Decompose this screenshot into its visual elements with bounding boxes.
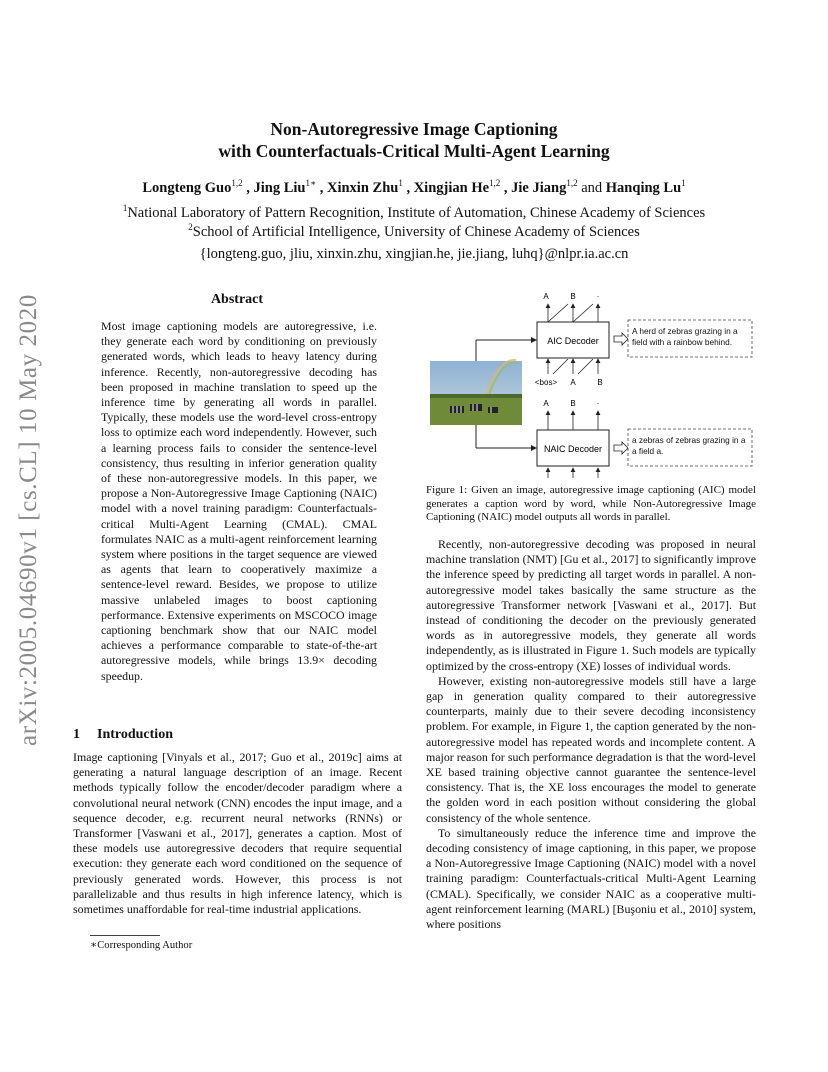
aic-decoder-label: AIC Decoder: [547, 336, 599, 346]
output-arrow-icon: [614, 333, 628, 345]
aic-out-token: B: [570, 292, 576, 301]
affiliation-1: $^1$National Laboratory of Pattern Recognition, Institute of Automation, Chinese Academy of Sciences: [122, 203, 706, 221]
aic-caption-output: A herd of zebras grazing in a field with a rainbow behind.: [632, 326, 738, 347]
intro-paragraph: Image captioning [Vinyals et al., 2017; Guo et al., 2019c] aims at generating a natural language description of an image. Recent methods typically follow the encoder/decoder paradigm where a convolutional neural network (CNN) encodes the input image, and a sequence decoder, e.g. recurrent neural networks (RNNs) or Transformer [Vaswani et al., 2017], generates a caption. Most of these models use autoregressive decoders that require sequential execution: they generate each word conditioned on the sequence of previously generated words. However, this process is not parallelizable and thus results in high inference latency, which is sometimes unaffordable for real-time industrial applications.: [73, 750, 402, 917]
author: Xingjian He$^{1,2}$: [413, 178, 501, 196]
arxiv-id: arXiv:2005.04690v1 [cs.CL] 10 May 2020: [15, 294, 42, 746]
author-emails: {longteng.guo, jliu, xinxin.zhu, xingjian.he, jie.jiang, luhq}@nlpr.ia.ac.cn: [199, 246, 629, 262]
body-paragraph: However, existing non-autoregressive models still have a large gap in generation quality compared to their autoregressive counterparts, mainly due to their severe decoding inconsistency problem. For example, in Figure 1, the caption generated by the non-autoregressive model has repeated words and incomplete content. A major reason for such performance degradation is that the word-level XE based training objective cannot guarantee the sentence-level consistency. That is, the XE loss encourages the model to generate the golden word in each position without considering the global consistency of the whole sentence.: [426, 673, 756, 825]
author: Hanqing Lu$^1$: [605, 178, 686, 196]
arxiv-sidebar: [9, 280, 49, 760]
zebra-image: [430, 360, 522, 425]
naic-out-token: B: [570, 399, 576, 408]
output-arrow-icon: [614, 442, 628, 454]
title-line-1: Non-Autoregressive Image Captioning: [270, 119, 558, 139]
naic-out-token: ·: [596, 399, 600, 408]
aic-in-token: A: [570, 378, 576, 387]
footnote-rule: [90, 935, 160, 936]
naic-caption-output: a zebras of zebras grazing in a a field a.: [632, 435, 746, 456]
author-list: Longteng Guo$^{1,2}$ , Jing Liu$^{1∗}$ , Xinxin Zhu$^1$ , Xingjian He$^{1,2}$ , Jie Jiang$^{1,2}$ and Hanqing Lu$^1$: [142, 178, 686, 196]
aic-out-token: A: [543, 292, 549, 301]
section-heading-introduction: 1 Introduction: [73, 727, 173, 742]
right-column: [426, 537, 756, 932]
footnote: ∗Corresponding Author: [90, 940, 193, 951]
abstract-text: Most image captioning models are autoregressive, i.e. they generate each word by conditioning on previously generated words, which leads to heavy latency during inference. Recently, non-autoregressive decoding has been proposed in machine translation to speed up the inference time by generating all words in parallel. Typically, these models use the word-level cross-entropy loss to optimize each word independently. However, such a learning process fails to consider the sentence-level consistency, thus resulting in inferior generation quality of these non-autoregressive models. In this paper, we propose a Non-Autoregressive Image Captioning (NAIC) model with a novel training paradigm: Counterfactuals-critical Multi-Agent Learning (CMAL). CMAL formulates NAIC as a multi-agent reinforcement learning system where positions in the target sequence are viewed as agents that learn to cooperatively maximize a sentence-level reward. Besides, we propose to utilize massive unlabeled images to boost captioning performance. Extensive experiments on MSCOCO image captioning benchmark show that our NAIC model achieves a performance comparable to state-of-the-art autoregressive models, while brings 13.9× decoding speedup.: [101, 319, 377, 683]
figure-caption: Figure 1: Given an image, autoregressive image captioning (AIC) model generates a caption word by word, while Non-Autoregressive Image Captioning (NAIC) model outputs all words in parallel.: [426, 484, 756, 523]
author: Xinxin Zhu$^1$: [326, 178, 403, 196]
aic-in-token: <bos>: [534, 378, 558, 387]
body-paragraph: To simultaneously reduce the inference time and improve the decoding consistency of image captioning, in this paper, we propose a Non-Autoregressive Image Captioning (NAIC) model with a novel training paradigm: Counterfactuals-critical Multi-Agent Learning (CMAL). Specifically, we consider NAIC as a cooperative multi-agent reinforcement learning (MARL) [Buşoniu et al., 2010] system, where positions: [426, 825, 756, 932]
aic-in-token: B: [597, 378, 603, 387]
abstract-heading: Abstract: [210, 292, 264, 307]
naic-decoder-label: NAIC Decoder: [543, 444, 603, 454]
affiliation-2: $^2$School of Artificial Intelligence, University of Chinese Academy of Sciences: [188, 222, 640, 240]
paper-title: [0, 118, 828, 162]
author: Jing Liu$^{1∗}$: [253, 178, 317, 196]
naic-out-token: A: [543, 399, 549, 408]
figure-1: [426, 288, 760, 478]
title-line-2: with Counterfactuals-Critical Multi-Agent Learning: [218, 141, 610, 161]
author: Longteng Guo$^{1,2}$: [142, 178, 243, 196]
author: Jie Jiang$^{1,2}$: [511, 178, 578, 196]
aic-out-token: ·: [596, 292, 600, 301]
body-paragraph: Recently, non-autoregressive decoding was proposed in neural machine translation (NMT) [Gu et al., 2017] to significantly improve the inference speed by predicting all target words in parallel. A non-autoregressive model takes basically the same structure as the autoregressive Transformer network [Vaswani et al., 2017]. But instead of conditioning the decoder on the previously generated words as in autoregressive models, they generate all words independently, as is illustrated in Figure 1. Such models are typically optimized by the cross-entropy (XE) losses of individual words.: [426, 537, 756, 673]
